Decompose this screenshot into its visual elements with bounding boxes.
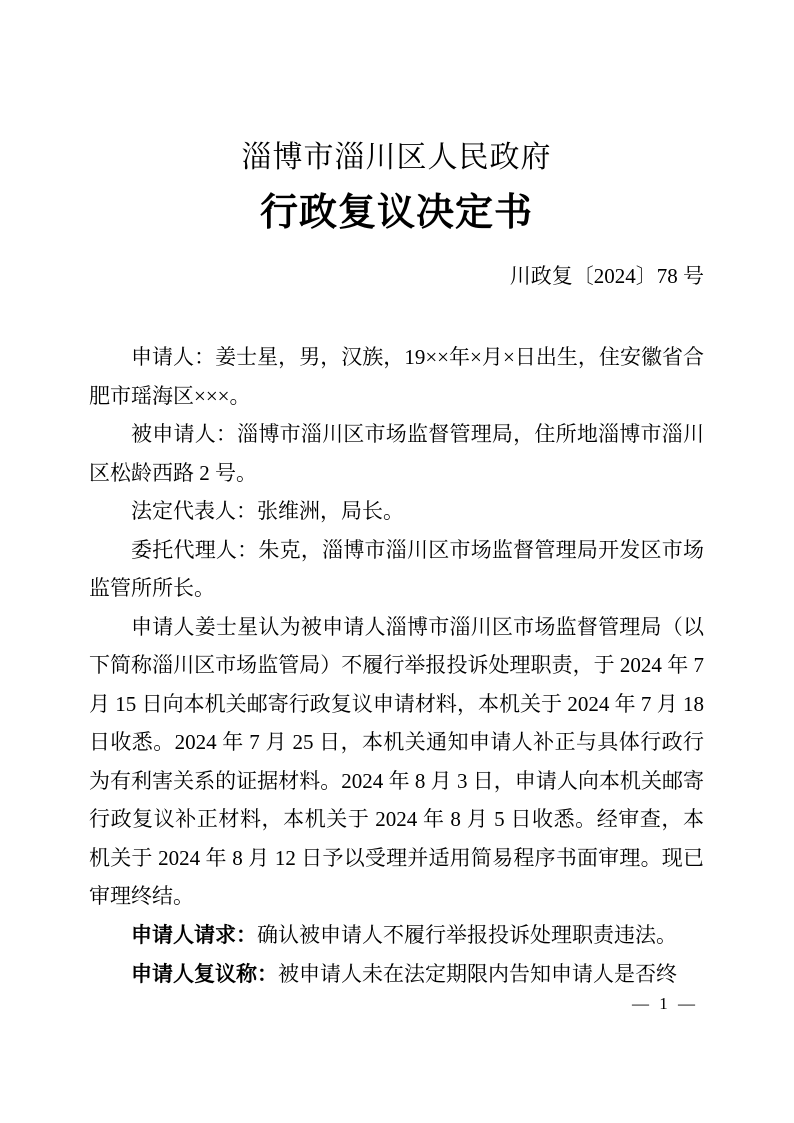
paragraph-label: 申请人复议称： <box>131 963 278 986</box>
paragraph-text: 张维洲，局长。 <box>257 499 404 523</box>
paragraph <box>89 492 704 531</box>
paragraph <box>89 531 704 608</box>
paragraph-text: 申请人姜士星认为被申请人淄博市淄川区市场监督管理局（以下简称淄川区市场监管局）不履行举报投诉处理职责，于 2024 年 7 月 15 日向本机关邮寄行政复议申请材料，本机关于 2024 年 7 月 18 日收悉。2024 年 7 月 25 日，本机关通知申请人补正与具体行政行为有利害关系的证据材料。2024 年 8 月 3 日，申请人向本机关邮寄行政复议补正材料，本机关于 2024 年 8 月 5 日收悉。经审查，本机关于 2024 年 8 月 12 日予以受理并适用简易程序书面审理。现已审理终结。 <box>89 614 704 908</box>
paragraph-label: 申请人请求： <box>131 923 257 947</box>
paragraph-text: 姜士星，男，汉族，19××年×月×日出生，住安徽省合肥市瑶海区×××。 <box>89 345 705 408</box>
page-number: — 1 — <box>632 994 698 1013</box>
document-body <box>89 338 704 995</box>
paragraph-label: 委托代理人： <box>131 537 259 562</box>
paragraph-text: 朱克，淄博市淄川区市场监督管理局开发区市场监管所所长。 <box>89 537 705 600</box>
paragraph-text: 确认被申请人不履行举报投诉处理职责违法。 <box>257 922 677 947</box>
paragraph <box>89 338 704 415</box>
paragraph-label: 法定代表人： <box>131 499 257 523</box>
document-number: 川政复〔2024〕78 号 <box>509 264 704 288</box>
issuing-agency-title: 淄博市淄川区人民政府 <box>241 141 552 174</box>
paragraph-label: 被申请人： <box>131 422 238 446</box>
document-title: 行政复议决定书 <box>259 192 533 234</box>
paragraph <box>89 415 704 492</box>
paragraph-text: 被申请人未在法定期限内告知申请人是否终 <box>278 962 677 986</box>
paragraph-text: 淄博市淄川区市场监督管理局，住所地淄博市淄川区松龄西路 2 号。 <box>89 422 705 485</box>
paragraph <box>89 608 704 916</box>
paragraph <box>89 955 704 995</box>
paragraph-label: 申请人： <box>131 345 216 369</box>
paragraph <box>89 916 704 956</box>
